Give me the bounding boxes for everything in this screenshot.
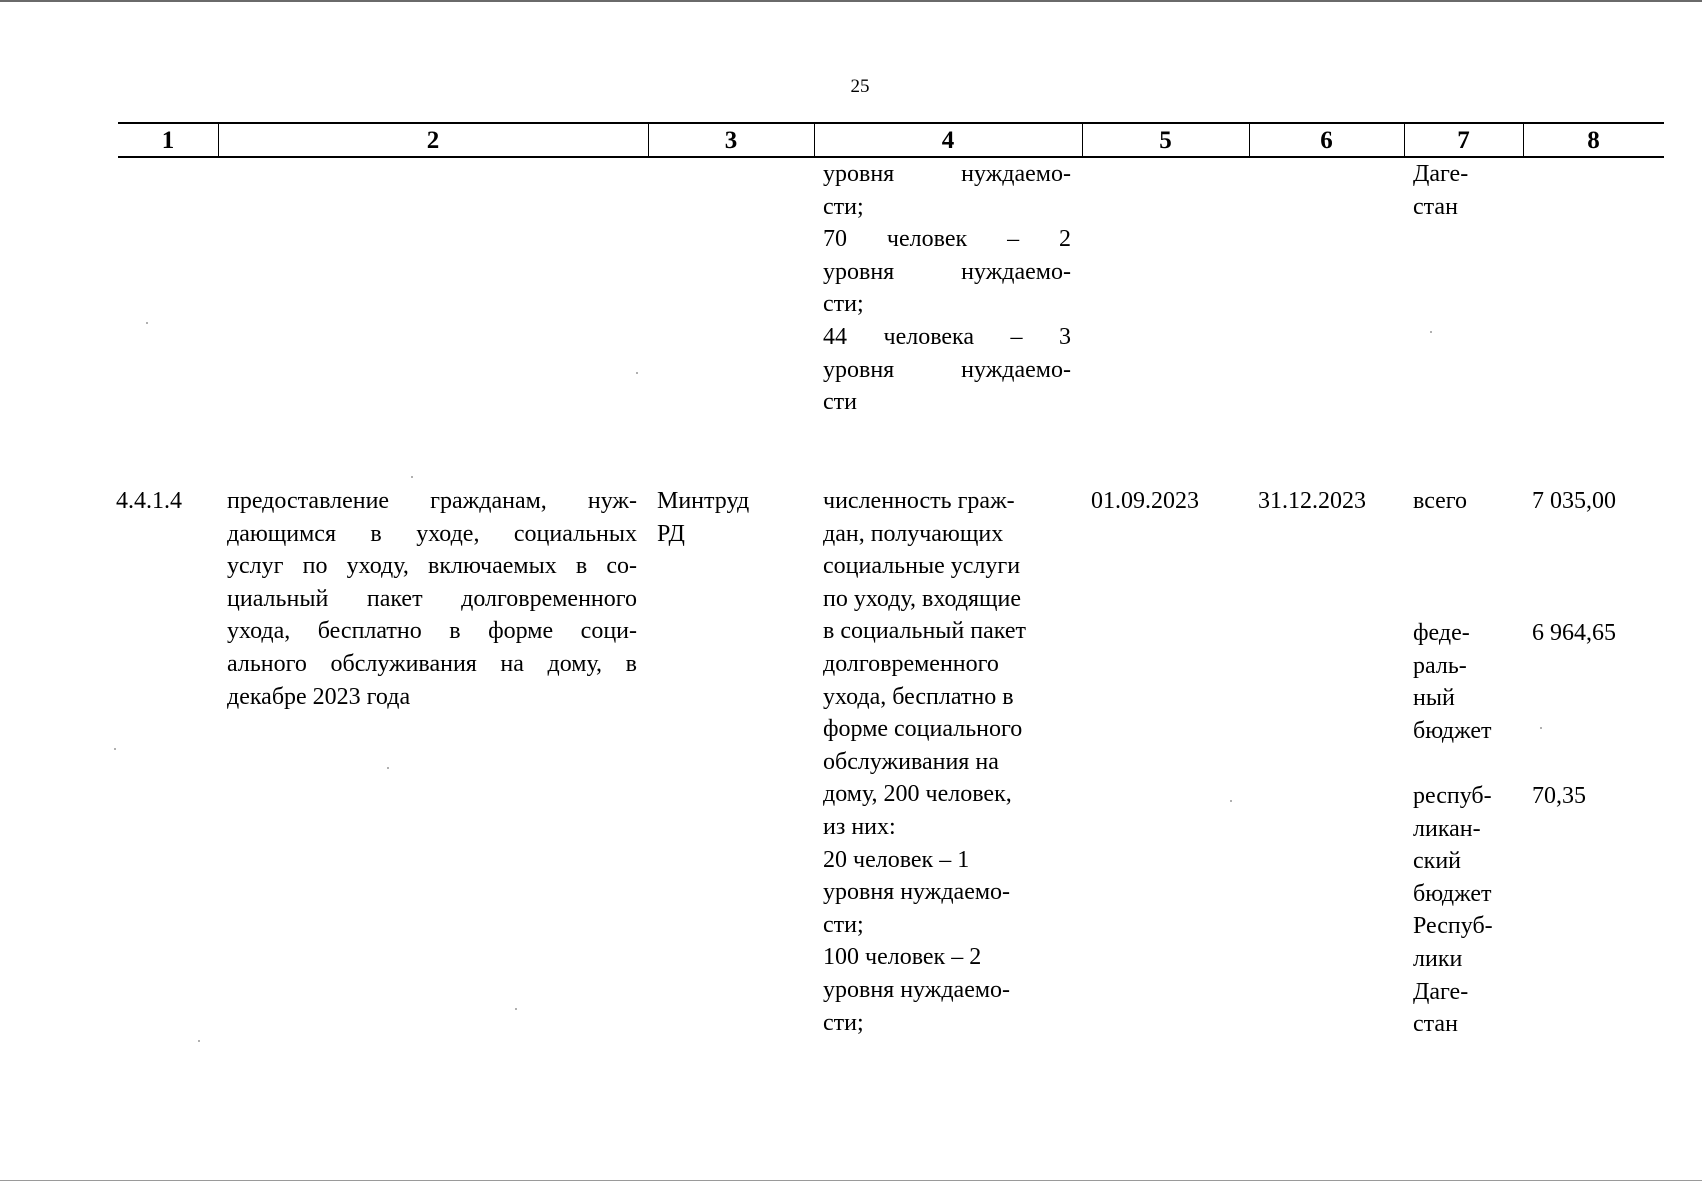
cell-line: численность граж- xyxy=(823,488,1015,514)
row-start-date: 01.09.2023 xyxy=(1091,488,1199,514)
row-end-date: 31.12.2023 xyxy=(1258,488,1366,514)
header-col-4: 4 xyxy=(941,127,955,154)
cell-line: дающимся в уходе, социальных xyxy=(227,520,637,547)
cell-line: сти xyxy=(823,389,857,416)
header-col-7: 7 xyxy=(1457,127,1470,154)
cell-line: сти; xyxy=(823,193,864,220)
scan-speck xyxy=(1430,331,1432,333)
cell-line: ликан- xyxy=(1413,815,1481,842)
cell-line: РД xyxy=(657,520,685,547)
scan-speck xyxy=(114,748,116,750)
cell-line: обслуживания на xyxy=(823,748,999,775)
scan-speck xyxy=(411,476,413,478)
cell-line: из них: xyxy=(823,813,896,840)
cell-line: респуб- xyxy=(1413,783,1492,809)
cell-line: декабре 2023 года xyxy=(227,683,411,710)
cell-line: Респуб- xyxy=(1413,913,1493,940)
cell-line: ухода, бесплатно в форме соци- xyxy=(227,618,637,645)
cell-line: услуг по уходу, включаемых в со- xyxy=(227,553,637,580)
scan-speck xyxy=(1230,800,1232,802)
cell-line: 20 человек – 1 xyxy=(823,846,970,873)
row-number: 4.4.1.4 xyxy=(116,488,182,514)
cell-line: циальный пакет долговременного xyxy=(227,585,637,612)
row-executor xyxy=(657,485,807,550)
header-col-8: 8 xyxy=(1587,127,1600,154)
scan-speck xyxy=(198,1040,200,1042)
scan-speck xyxy=(636,372,638,374)
cell-line: бюджет xyxy=(1413,880,1492,907)
cell-line: ухода, бесплатно в xyxy=(823,683,1014,710)
funding-source-total xyxy=(1413,485,1523,518)
funding-amount-republican: 70,35 xyxy=(1532,783,1586,809)
cell-line: 44 человека – 3 xyxy=(823,323,1071,350)
cell-line: сти; xyxy=(823,911,864,938)
scan-speck xyxy=(515,1008,517,1010)
cell-line: по уходу, входящие xyxy=(823,585,1021,612)
scan-speck xyxy=(1540,727,1542,729)
cell-line: форме социального xyxy=(823,716,1023,743)
cell-line: уровня нуждаемо- xyxy=(823,161,1071,187)
cell-line: лики xyxy=(1413,945,1463,972)
funding-source-federal xyxy=(1413,617,1523,747)
cell-line: сти; xyxy=(823,1009,864,1036)
cell-line: ский xyxy=(1413,848,1461,875)
row-description xyxy=(227,485,637,713)
cell-line: дому, 200 человек, xyxy=(823,781,1012,808)
header-col-1: 1 xyxy=(161,127,175,154)
continued-indicator-cell xyxy=(823,158,1071,419)
scan-speck xyxy=(387,767,389,769)
row-indicator xyxy=(823,485,1073,1039)
cell-line: долговременного xyxy=(823,650,999,677)
cell-line: ального обслуживания на дому, в xyxy=(227,650,637,677)
cell-line: 70 человек – 2 xyxy=(823,226,1071,253)
cell-line: 100 человек – 2 xyxy=(823,944,982,971)
cell-line: Даге- xyxy=(1413,161,1469,187)
continued-source-cell xyxy=(1413,158,1523,223)
cell-line: раль- xyxy=(1413,652,1467,679)
cell-line: в социальный пакет xyxy=(823,618,1026,645)
cell-line: социальные услуги xyxy=(823,553,1021,580)
page-number: 25 xyxy=(850,76,870,97)
cell-line: всего xyxy=(1413,488,1468,514)
funding-amount-federal: 6 964,65 xyxy=(1532,620,1616,646)
cell-line: дан, получающих xyxy=(823,520,1004,547)
scan-speck xyxy=(146,322,148,324)
cell-line: ный xyxy=(1413,685,1455,712)
header-col-3: 3 xyxy=(724,127,738,154)
cell-line: уровня нуждаемо- xyxy=(823,258,1071,285)
funding-amount-total: 7 035,00 xyxy=(1532,488,1616,514)
scan-edge-top xyxy=(0,0,1702,2)
cell-line: стан xyxy=(1413,193,1458,220)
cell-line: Даге- xyxy=(1413,978,1469,1005)
funding-source-republican xyxy=(1413,780,1523,1041)
cell-line: сти; xyxy=(823,291,864,318)
cell-line: уровня нуждаемо- xyxy=(823,879,1011,906)
cell-line: Минтруд xyxy=(657,488,750,514)
cell-line: феде- xyxy=(1413,620,1470,646)
scan-edge-bottom xyxy=(0,1180,1702,1181)
cell-line: предоставление гражданам, нуж- xyxy=(227,488,637,514)
cell-line: уровня нуждаемо- xyxy=(823,976,1011,1003)
header-col-2: 2 xyxy=(426,127,440,154)
header-col-5: 5 xyxy=(1159,127,1172,154)
cell-line: уровня нуждаемо- xyxy=(823,356,1071,383)
header-col-6: 6 xyxy=(1320,127,1333,154)
cell-line: стан xyxy=(1413,1011,1458,1038)
cell-line: бюджет xyxy=(1413,717,1492,744)
